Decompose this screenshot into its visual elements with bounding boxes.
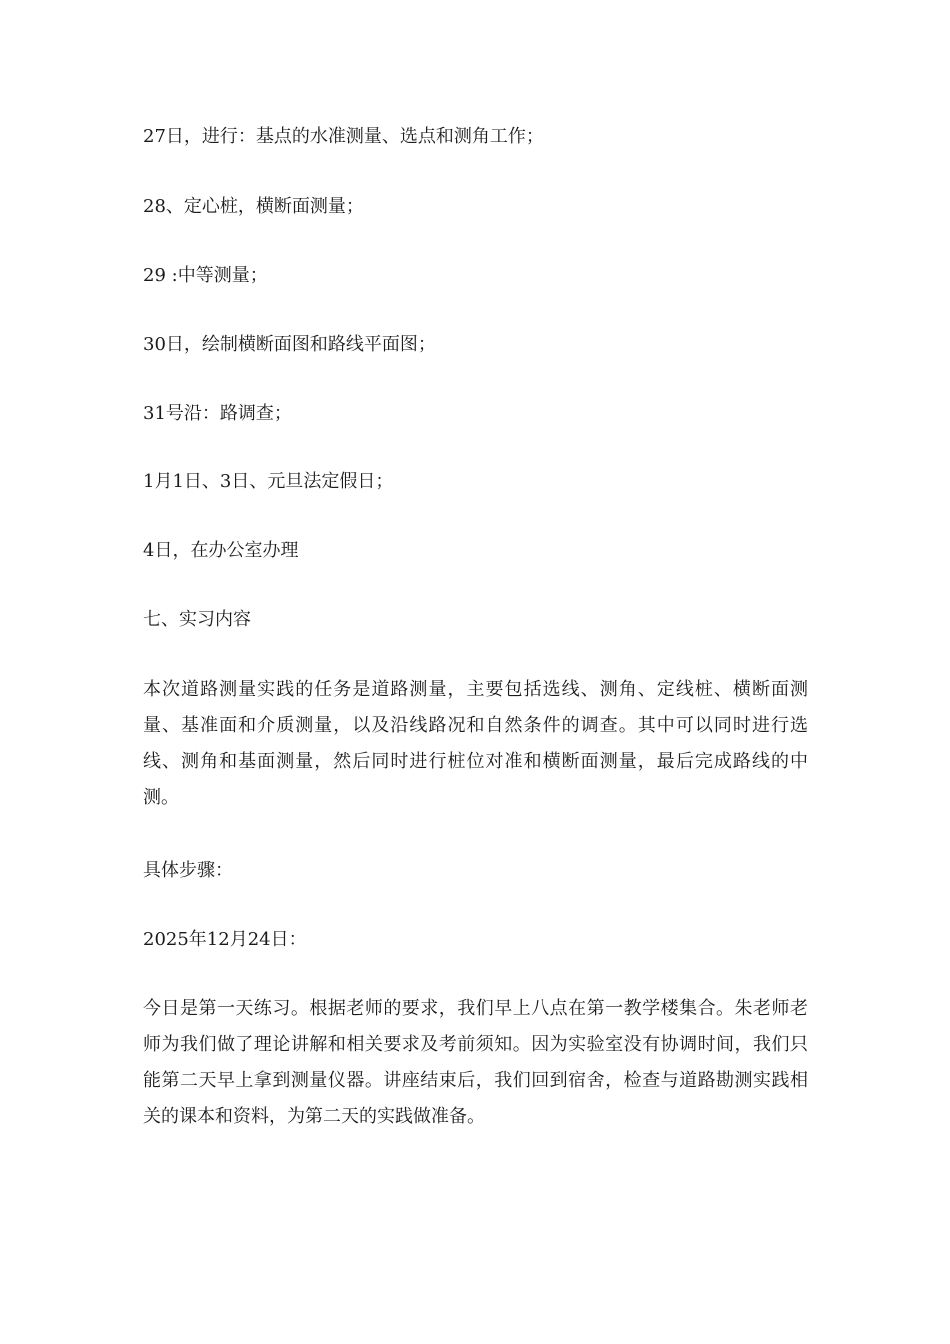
- section-heading: 七、实习内容: [143, 609, 251, 630]
- day-paragraph: 今日是第一天练习。根据老师的要求，我们早上八点在第一教学楼集合。朱老师老师为我们做了理论讲解和相关要求及考前须知。因为实验室没有协调时间，我们只能第二天早上拿到测量仪器。讲座结束后，我们回到宿舍，检查与道路勘测实践相关的课本和资料，为第二天的实践做准备。: [143, 998, 808, 1127]
- schedule-line-29: 29 :中等测量；: [143, 265, 268, 286]
- schedule-line-27: 27日，进行：基点的水准测量、选点和测角工作；: [143, 126, 544, 147]
- schedule-line-30: 30日，绘制横断面图和路线平面图；: [143, 334, 436, 355]
- schedule-line-28: 28、定心桩，横断面测量；: [143, 196, 364, 217]
- steps-label: 具体步骤：: [143, 860, 233, 881]
- schedule-line-jan4: 4日，在办公室办理: [143, 540, 299, 561]
- schedule-line-jan1: 1月1日、3日、元旦法定假日；: [143, 471, 394, 492]
- content-paragraph: 本次道路测量实践的任务是道路测量，主要包括选线、测角、定线桩、横断面测量、基准面和介质测量，以及沿线路况和自然条件的调查。其中可以同时进行选线、测角和基面测量，然后同时进行桩位对准和横断面测量，最后完成路线的中测。: [143, 679, 808, 808]
- date-line: 2025年12月24日：: [143, 929, 307, 950]
- schedule-line-31: 31号沿：路调查；: [143, 403, 292, 424]
